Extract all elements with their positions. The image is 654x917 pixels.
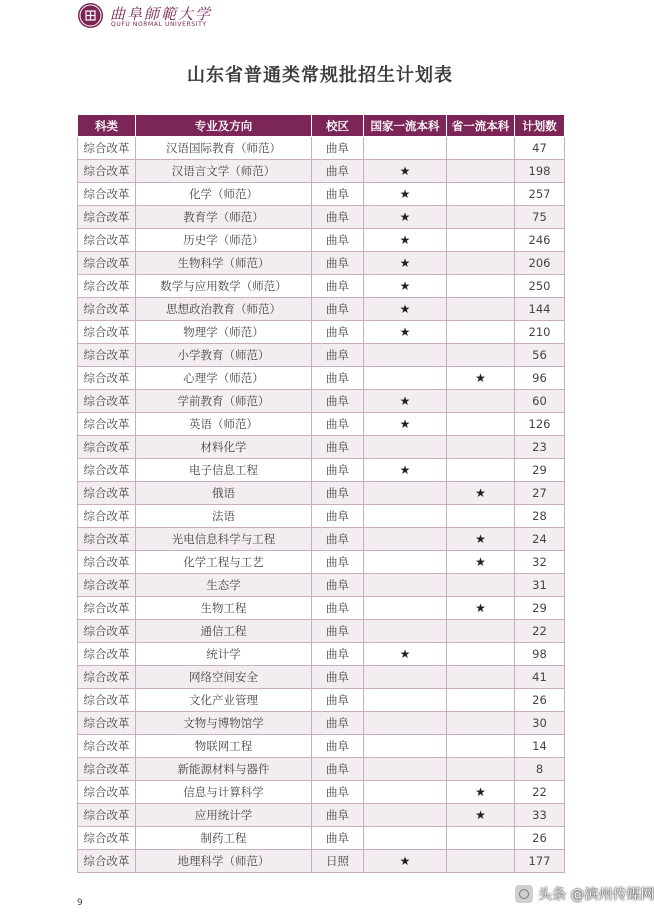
cell-major: 材料化学: [136, 436, 312, 459]
cell-national-first-class: [364, 344, 447, 367]
cell-national-first-class: ★: [364, 298, 447, 321]
cell-major: 汉语言文学（师范）: [136, 160, 312, 183]
table-row: [78, 804, 565, 827]
cell-campus: 曲阜: [312, 321, 364, 344]
cell-national-first-class: [364, 597, 447, 620]
cell-plan-count: 28: [515, 505, 565, 528]
cell-category: 综合改革: [78, 321, 136, 344]
cell-major: 思想政治教育（师范）: [136, 298, 312, 321]
table-row: [78, 505, 565, 528]
cell-category: 综合改革: [78, 413, 136, 436]
cell-campus: 曲阜: [312, 712, 364, 735]
cell-major: 新能源材料与器件: [136, 758, 312, 781]
cell-national-first-class: [364, 137, 447, 160]
cell-major: 文物与博物馆学: [136, 712, 312, 735]
cell-category: 综合改革: [78, 344, 136, 367]
cell-major: 信息与计算科学: [136, 781, 312, 804]
cell-provincial-first-class: [447, 413, 515, 436]
cell-plan-count: 177: [515, 850, 565, 873]
cell-category: 综合改革: [78, 390, 136, 413]
cell-campus: 曲阜: [312, 758, 364, 781]
cell-category: 综合改革: [78, 781, 136, 804]
cell-national-first-class: ★: [364, 252, 447, 275]
cell-category: 综合改革: [78, 367, 136, 390]
cell-major: 数学与应用数学（师范）: [136, 275, 312, 298]
cell-plan-count: 32: [515, 551, 565, 574]
cell-category: 综合改革: [78, 183, 136, 206]
watermark-text: 头条 @滨州传媒网: [538, 887, 654, 903]
cell-category: 综合改革: [78, 689, 136, 712]
cell-national-first-class: [364, 574, 447, 597]
cell-campus: 曲阜: [312, 206, 364, 229]
cell-provincial-first-class: ★: [447, 367, 515, 390]
cell-campus: 曲阜: [312, 275, 364, 298]
cell-campus: 曲阜: [312, 183, 364, 206]
cell-plan-count: 75: [515, 206, 565, 229]
cell-major: 地理科学（师范）: [136, 850, 312, 873]
cell-category: 综合改革: [78, 804, 136, 827]
cell-major: 物理学（师范）: [136, 321, 312, 344]
cell-national-first-class: ★: [364, 850, 447, 873]
cell-provincial-first-class: [447, 436, 515, 459]
cell-provincial-first-class: [447, 275, 515, 298]
cell-campus: 曲阜: [312, 781, 364, 804]
cell-campus: 曲阜: [312, 482, 364, 505]
cell-plan-count: 47: [515, 137, 565, 160]
cell-category: 综合改革: [78, 160, 136, 183]
cell-plan-count: 250: [515, 275, 565, 298]
cell-provincial-first-class: [447, 712, 515, 735]
table-header-row: [78, 115, 565, 137]
cell-provincial-first-class: [447, 183, 515, 206]
cell-plan-count: 29: [515, 597, 565, 620]
enrollment-plan-table: [77, 114, 565, 873]
cell-plan-count: 60: [515, 390, 565, 413]
cell-plan-count: 96: [515, 367, 565, 390]
table-row: [78, 735, 565, 758]
table-row: [78, 528, 565, 551]
cell-major: 小学教育（师范）: [136, 344, 312, 367]
cell-campus: 曲阜: [312, 298, 364, 321]
cell-category: 综合改革: [78, 505, 136, 528]
column-header-campus: 校区: [312, 115, 364, 137]
table-body: [78, 137, 565, 873]
cell-campus: 曲阜: [312, 551, 364, 574]
cell-national-first-class: [364, 712, 447, 735]
table-row: [78, 459, 565, 482]
cell-provincial-first-class: ★: [447, 482, 515, 505]
cell-campus: 曲阜: [312, 620, 364, 643]
cell-provincial-first-class: [447, 206, 515, 229]
cell-national-first-class: ★: [364, 229, 447, 252]
cell-major: 生物科学（师范）: [136, 252, 312, 275]
column-header-category: 科类: [78, 115, 136, 137]
university-name: 曲阜師範大学: [110, 5, 213, 23]
cell-national-first-class: [364, 436, 447, 459]
table-row: [78, 643, 565, 666]
cell-category: 综合改革: [78, 643, 136, 666]
cell-category: 综合改革: [78, 850, 136, 873]
cell-provincial-first-class: [447, 229, 515, 252]
cell-provincial-first-class: ★: [447, 804, 515, 827]
table-row: [78, 183, 565, 206]
cell-campus: 曲阜: [312, 344, 364, 367]
cell-provincial-first-class: [447, 321, 515, 344]
table-row: [78, 229, 565, 252]
cell-campus: 曲阜: [312, 413, 364, 436]
table-row: [78, 298, 565, 321]
cell-provincial-first-class: ★: [447, 597, 515, 620]
cell-campus: 曲阜: [312, 735, 364, 758]
cell-provincial-first-class: [447, 298, 515, 321]
cell-provincial-first-class: [447, 459, 515, 482]
cell-national-first-class: [364, 620, 447, 643]
cell-provincial-first-class: [447, 689, 515, 712]
cell-plan-count: 41: [515, 666, 565, 689]
cell-campus: 曲阜: [312, 390, 364, 413]
table-row: [78, 275, 565, 298]
page-title: 山东省普通类常规批招生计划表: [187, 65, 453, 86]
cell-major: 化学（师范）: [136, 183, 312, 206]
table-row: [78, 574, 565, 597]
cell-campus: 曲阜: [312, 597, 364, 620]
cell-category: 综合改革: [78, 666, 136, 689]
cell-provincial-first-class: [447, 574, 515, 597]
cell-campus: 曲阜: [312, 666, 364, 689]
cell-provincial-first-class: [447, 735, 515, 758]
cell-national-first-class: [364, 781, 447, 804]
cell-plan-count: 22: [515, 781, 565, 804]
cell-plan-count: 23: [515, 436, 565, 459]
cell-major: 统计学: [136, 643, 312, 666]
table-row: [78, 551, 565, 574]
cell-plan-count: 30: [515, 712, 565, 735]
cell-plan-count: 144: [515, 298, 565, 321]
cell-provincial-first-class: [447, 850, 515, 873]
table-row: [78, 321, 565, 344]
cell-national-first-class: ★: [364, 390, 447, 413]
cell-plan-count: 27: [515, 482, 565, 505]
table-row: [78, 160, 565, 183]
column-header-plan-count: 计划数: [515, 115, 565, 137]
cell-major: 历史学（师范）: [136, 229, 312, 252]
page-header: [0, 0, 640, 40]
cell-category: 综合改革: [78, 482, 136, 505]
cell-major: 电子信息工程: [136, 459, 312, 482]
table-row: [78, 712, 565, 735]
cell-national-first-class: [364, 804, 447, 827]
cell-provincial-first-class: [447, 137, 515, 160]
cell-category: 综合改革: [78, 574, 136, 597]
cell-major: 物联网工程: [136, 735, 312, 758]
cell-national-first-class: [364, 482, 447, 505]
cell-plan-count: 198: [515, 160, 565, 183]
column-header-provincial-first-class: 省一流本科: [447, 115, 515, 137]
cell-plan-count: 8: [515, 758, 565, 781]
cell-plan-count: 22: [515, 620, 565, 643]
table-row: [78, 390, 565, 413]
table-row: [78, 666, 565, 689]
cell-provincial-first-class: [447, 758, 515, 781]
cell-national-first-class: ★: [364, 321, 447, 344]
table-row: [78, 597, 565, 620]
cell-campus: 曲阜: [312, 459, 364, 482]
cell-category: 综合改革: [78, 597, 136, 620]
cell-national-first-class: [364, 758, 447, 781]
cell-campus: 曲阜: [312, 436, 364, 459]
cell-national-first-class: [364, 367, 447, 390]
cell-campus: 曲阜: [312, 804, 364, 827]
cell-national-first-class: ★: [364, 275, 447, 298]
cell-campus: 曲阜: [312, 367, 364, 390]
cell-major: 法语: [136, 505, 312, 528]
cell-national-first-class: ★: [364, 160, 447, 183]
table-row: [78, 367, 565, 390]
table-row: [78, 436, 565, 459]
table-row: [78, 206, 565, 229]
cell-major: 教育学（师范）: [136, 206, 312, 229]
cell-category: 综合改革: [78, 436, 136, 459]
cell-plan-count: 257: [515, 183, 565, 206]
table-row: [78, 781, 565, 804]
table-row: [78, 413, 565, 436]
cell-plan-count: 29: [515, 459, 565, 482]
cell-category: 综合改革: [78, 735, 136, 758]
cell-plan-count: 56: [515, 344, 565, 367]
table-row: [78, 827, 565, 850]
cell-major: 汉语国际教育（师范）: [136, 137, 312, 160]
cell-plan-count: 31: [515, 574, 565, 597]
cell-provincial-first-class: [447, 252, 515, 275]
cell-national-first-class: [364, 735, 447, 758]
cell-campus: 曲阜: [312, 160, 364, 183]
cell-provincial-first-class: ★: [447, 528, 515, 551]
cell-plan-count: 206: [515, 252, 565, 275]
cell-major: 化学工程与工艺: [136, 551, 312, 574]
page-number: 9: [77, 898, 83, 908]
cell-national-first-class: ★: [364, 643, 447, 666]
cell-campus: 曲阜: [312, 574, 364, 597]
cell-category: 综合改革: [78, 620, 136, 643]
cell-provincial-first-class: [447, 390, 515, 413]
cell-campus: 曲阜: [312, 528, 364, 551]
table-row: [78, 137, 565, 160]
cell-category: 综合改革: [78, 758, 136, 781]
cell-plan-count: 98: [515, 643, 565, 666]
table-row: [78, 689, 565, 712]
cell-major: 应用统计学: [136, 804, 312, 827]
column-header-national-first-class: 国家一流本科: [364, 115, 447, 137]
cell-national-first-class: ★: [364, 206, 447, 229]
cell-campus: 曲阜: [312, 689, 364, 712]
cell-campus: 曲阜: [312, 252, 364, 275]
cell-category: 综合改革: [78, 252, 136, 275]
cell-national-first-class: [364, 551, 447, 574]
cell-national-first-class: [364, 528, 447, 551]
cell-provincial-first-class: [447, 344, 515, 367]
cell-campus: 曲阜: [312, 505, 364, 528]
cell-campus: 曲阜: [312, 229, 364, 252]
cell-major: 网络空间安全: [136, 666, 312, 689]
cell-campus: 曲阜: [312, 827, 364, 850]
cell-category: 综合改革: [78, 275, 136, 298]
cell-category: 综合改革: [78, 298, 136, 321]
university-name-en: QUFU NORMAL UNIVERSITY: [111, 21, 207, 28]
cell-national-first-class: ★: [364, 413, 447, 436]
cell-provincial-first-class: [447, 160, 515, 183]
cell-national-first-class: [364, 505, 447, 528]
cell-provincial-first-class: [447, 643, 515, 666]
table-row: [78, 620, 565, 643]
cell-campus: 日照: [312, 850, 364, 873]
watermark-logo-icon: [515, 885, 533, 903]
table-row: [78, 482, 565, 505]
cell-plan-count: 210: [515, 321, 565, 344]
cell-major: 心理学（师范）: [136, 367, 312, 390]
cell-major: 文化产业管理: [136, 689, 312, 712]
cell-category: 综合改革: [78, 528, 136, 551]
cell-major: 英语（师范）: [136, 413, 312, 436]
cell-plan-count: 33: [515, 804, 565, 827]
cell-national-first-class: [364, 666, 447, 689]
cell-category: 综合改革: [78, 206, 136, 229]
university-seal-icon: [78, 3, 103, 28]
cell-provincial-first-class: ★: [447, 551, 515, 574]
cell-national-first-class: [364, 827, 447, 850]
cell-category: 综合改革: [78, 137, 136, 160]
cell-provincial-first-class: [447, 620, 515, 643]
cell-category: 综合改革: [78, 229, 136, 252]
cell-plan-count: 246: [515, 229, 565, 252]
cell-provincial-first-class: [447, 505, 515, 528]
cell-category: 综合改革: [78, 712, 136, 735]
cell-plan-count: 126: [515, 413, 565, 436]
table-row: [78, 758, 565, 781]
table-row: [78, 344, 565, 367]
column-header-major: 专业及方向: [136, 115, 312, 137]
cell-national-first-class: ★: [364, 459, 447, 482]
cell-major: 生物工程: [136, 597, 312, 620]
cell-category: 综合改革: [78, 459, 136, 482]
cell-plan-count: 26: [515, 827, 565, 850]
cell-plan-count: 24: [515, 528, 565, 551]
cell-major: 通信工程: [136, 620, 312, 643]
cell-category: 综合改革: [78, 827, 136, 850]
cell-provincial-first-class: [447, 827, 515, 850]
cell-major: 光电信息科学与工程: [136, 528, 312, 551]
cell-major: 制药工程: [136, 827, 312, 850]
cell-plan-count: 26: [515, 689, 565, 712]
cell-provincial-first-class: ★: [447, 781, 515, 804]
cell-national-first-class: ★: [364, 183, 447, 206]
cell-category: 综合改革: [78, 551, 136, 574]
cell-campus: 曲阜: [312, 643, 364, 666]
cell-major: 学前教育（师范）: [136, 390, 312, 413]
cell-campus: 曲阜: [312, 137, 364, 160]
cell-major: 俄语: [136, 482, 312, 505]
cell-major: 生态学: [136, 574, 312, 597]
table-row: [78, 850, 565, 873]
cell-plan-count: 14: [515, 735, 565, 758]
cell-national-first-class: [364, 689, 447, 712]
cell-provincial-first-class: [447, 666, 515, 689]
table-row: [78, 252, 565, 275]
watermark: [515, 884, 654, 904]
